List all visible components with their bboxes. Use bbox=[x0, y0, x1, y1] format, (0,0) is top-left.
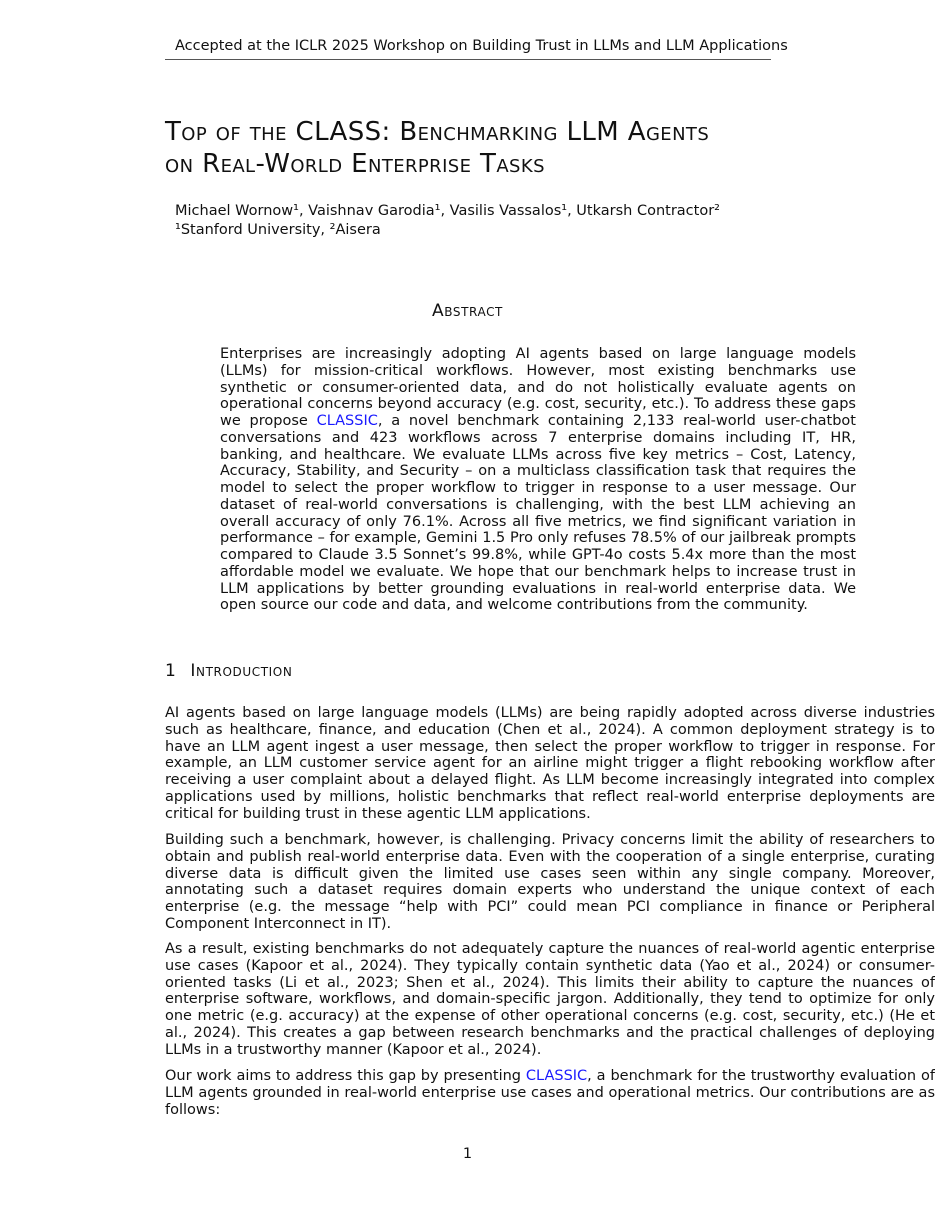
intro-p4-end: , a benchmark for the trustworthy evaluation of LLM agents grounded in real-world enterprise use cases and operational metrics. Our contributions are as follows: bbox=[165, 1068, 935, 1118]
title-line-2: on Real-World Enterprise Tasks bbox=[165, 149, 545, 179]
intro-paragraph-3: As a result, existing benchmarks do not adequately capture the nuances of real-world agentic enterprise use cases (Kapoor et al., 2024). They typically contain synthetic data (Yao et al., 2024) or consumer-oriented tasks (Li et al., 2023; Shen et al., 2024). This limits their ability to capture the nuances of enterprise software, workflows, and domain-specific jargon. Additionally, they tend to optimize for only one metric (e.g. accuracy) at the expense of other operational concerns (e.g. cost, security, etc.) (He et al., 2024). This creates a gap between research benchmarks and the practical challenges of deploying LLMs in a trustworthy manner (Kapoor et al., 2024). bbox=[165, 941, 935, 1058]
abstract-heading: Abstract bbox=[432, 301, 503, 321]
intro-p4-start: Our work aims to address this gap by presenting bbox=[165, 1068, 526, 1084]
section-title: Introduction bbox=[190, 661, 293, 681]
header-rule bbox=[165, 59, 771, 60]
page-number: 1 bbox=[462, 1146, 473, 1162]
paper-title bbox=[165, 116, 865, 180]
intro-paragraph-1: AI agents based on large language models (LLMs) are being rapidly adopted across diverse industries such as healthcare, finance, and education (Chen et al., 2024). A common deployment strategy is to have an LLM agent ingest a user message, then select the proper workflow to trigger in response. For example, an LLM customer service agent for an airline might trigger a flight rebooking workflow after receiving a user complaint about a delayed flight. As LLM become increasingly integrated into complex applications used by millions, holistic benchmarks that reflect real-world enterprise deployments are critical for building trust in these agentic LLM applications. bbox=[165, 705, 935, 822]
running-header: Accepted at the ICLR 2025 Workshop on Building Trust in LLMs and LLM Applications bbox=[175, 38, 788, 54]
classic-link[interactable]: CLASSIC bbox=[316, 413, 378, 429]
abstract-body bbox=[220, 346, 856, 614]
intro-paragraph-4 bbox=[165, 1068, 935, 1118]
abstract-text-start: Enterprises are increasingly adopting AI agents based on large language models (LLMs) for mission-critical workflows. However, most existing benchmarks use synthetic or consumer-oriented data, and do not holistically evaluate agents on operational concerns beyond accuracy (e.g. cost, security, etc.). To address these gaps we propose bbox=[220, 346, 856, 429]
title-line-1: Top of the CLASS: Benchmarking LLM Agents bbox=[165, 117, 710, 147]
classic-link-inline[interactable]: CLASSIC bbox=[525, 1068, 588, 1084]
author-list: Michael Wornow¹, Vaishnav Garodia¹, Vasilis Vassalos¹, Utkarsh Contractor² bbox=[175, 203, 720, 219]
affiliation-list: ¹Stanford University, ²Aisera bbox=[175, 222, 381, 238]
abstract-text-end: , a novel benchmark containing 2,133 real-world user-chatbot conversations and 423 workflows across 7 enterprise domains including IT, HR, banking, and healthcare. We evaluate LLMs across five key metrics – Cost, Latency, Accuracy, Stability, and Security – on a multiclass classification task that requires the model to select the proper workflow to trigger in response to a user message. Our dataset of real-world conversations is challenging, with the best LLM achieving an overall accuracy of only 76.1%. Across all five metrics, we find significant variation in performance – for example, Gemini 1.5 Pro only refuses 78.5% of our jailbreak prompts compared to Claude 3.5 Sonnet’s 99.8%, while GPT-4o costs 5.4x more than the most affordable model we evaluate. We hope that our benchmark helps to increase trust in LLM applications by better grounding evaluations in real-world enterprise data. We open source our code and data, and welcome contributions from the community. bbox=[220, 413, 856, 614]
section-heading-introduction bbox=[165, 661, 292, 681]
intro-paragraph-2: Building such a benchmark, however, is challenging. Privacy concerns limit the ability of researchers to obtain and publish real-world enterprise data. Even with the cooperation of a single enterprise, curating diverse data is difficult given the limited use cases seen within any single company. Moreover, annotating such a dataset requires domain experts who understand the unique context of each enterprise (e.g. the message “help with PCI” could mean PCI compliance in finance or Peripheral Component Interconnect in IT). bbox=[165, 832, 935, 932]
section-number: 1 bbox=[165, 661, 177, 681]
